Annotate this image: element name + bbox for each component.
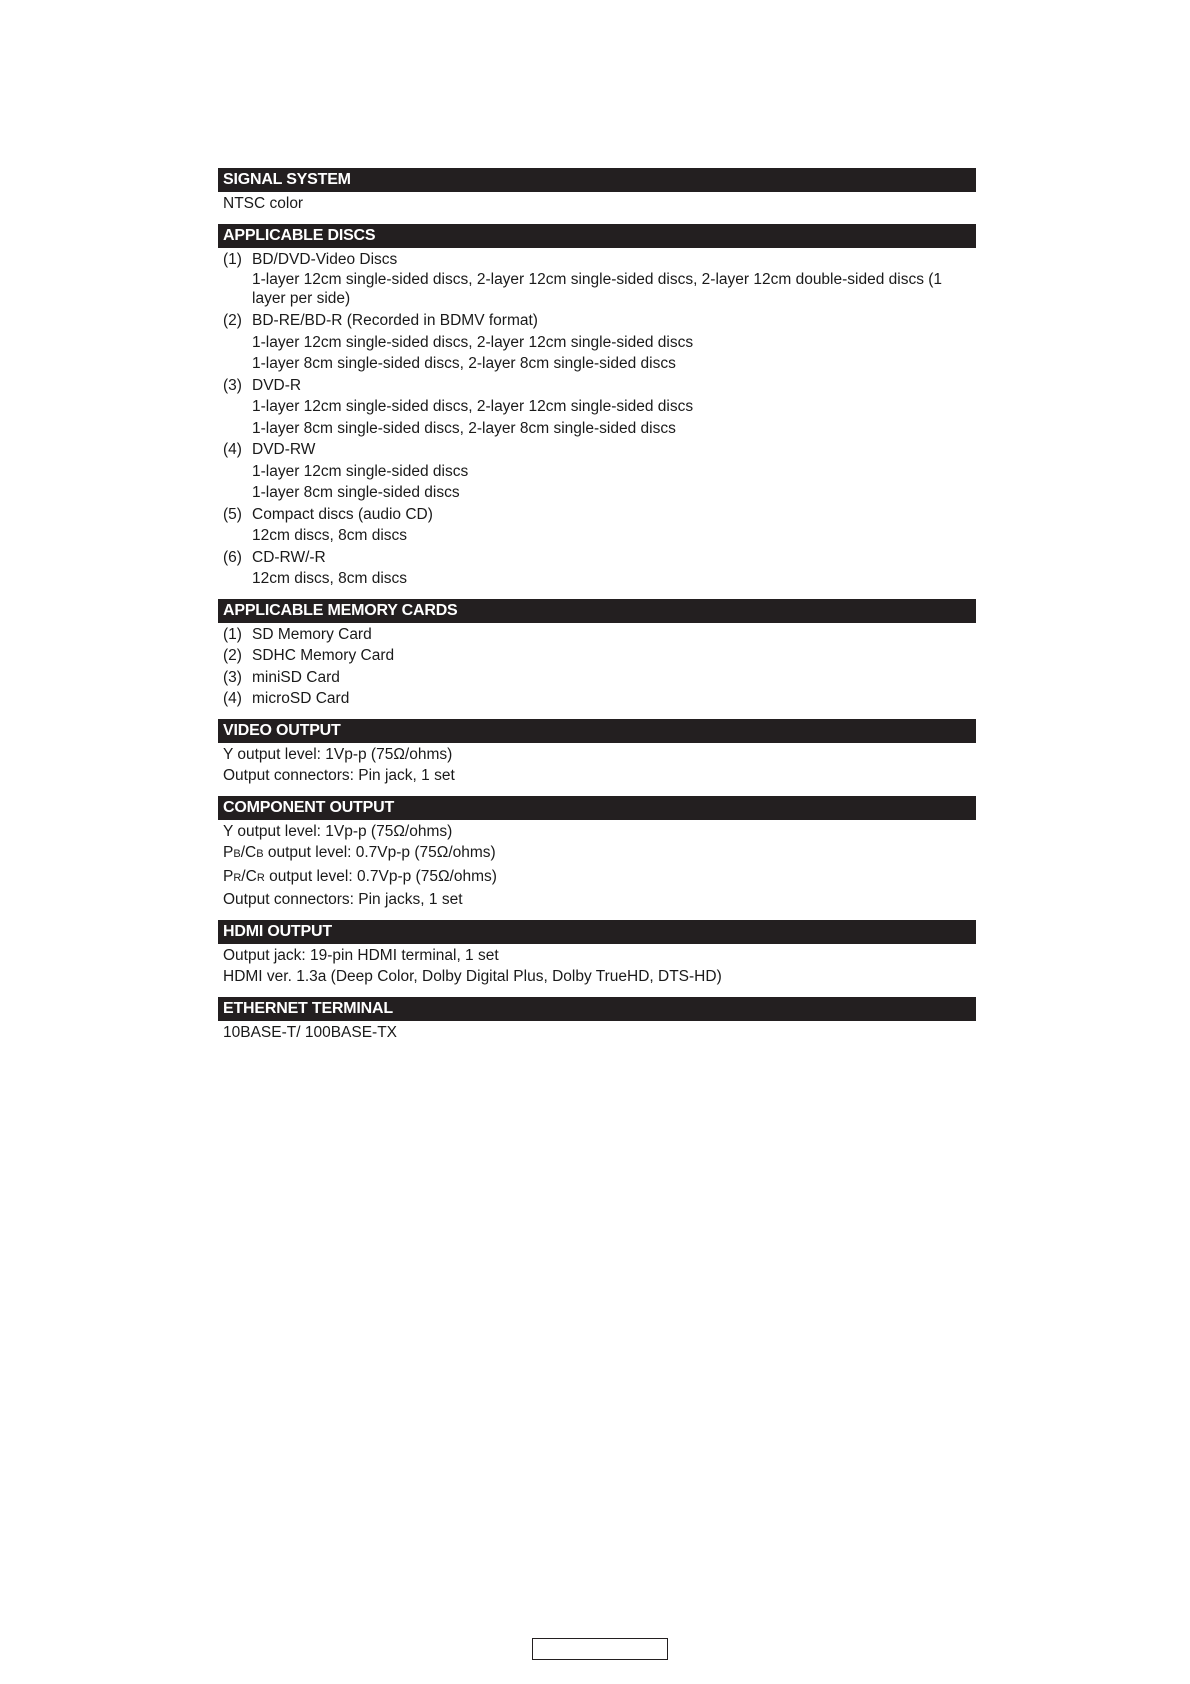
- spec-line-pr-cr: PR/CR output level: 0.7Vp-p (75Ω/ohms): [223, 867, 497, 885]
- item-number: (6): [223, 548, 242, 566]
- section-signal-system: [218, 168, 976, 215]
- item-label: Compact discs (audio CD): [252, 505, 433, 523]
- list-item: [223, 547, 976, 590]
- item-detail: 1-layer 8cm single-sided discs, 2-layer 8cm single-sided discs: [252, 419, 676, 437]
- pr-cr-level: output level: 0.7Vp-p (75Ω/ohms): [264, 867, 497, 885]
- item-label: BD-RE/BD-R (Recorded in BDMV format): [252, 312, 538, 329]
- spec-page: [218, 168, 976, 1052]
- pb-subscript: B: [233, 848, 241, 860]
- item-number: (2): [223, 647, 242, 664]
- item-number: (4): [223, 441, 242, 458]
- list-item: [223, 375, 976, 440]
- item-number: (5): [223, 505, 242, 523]
- section-header: APPLICABLE MEMORY CARDS: [218, 599, 976, 623]
- list-item: [223, 688, 976, 710]
- item-detail: 12cm discs, 8cm discs: [252, 570, 408, 587]
- item-detail: 1-layer 8cm single-sided discs: [252, 484, 460, 501]
- item-label: CD-RW/-R: [252, 548, 326, 566]
- section-applicable-discs: [218, 224, 976, 590]
- spec-line: Output connectors: Pin jack, 1 set: [223, 767, 455, 784]
- section-header: APPLICABLE DISCS: [218, 224, 976, 248]
- spec-line-pb-cb: PB/CB output level: 0.7Vp-p (75Ω/ohms): [223, 844, 496, 861]
- list-item: [223, 310, 976, 375]
- pb-letter: P: [223, 844, 234, 861]
- list-item: [223, 624, 976, 646]
- item-number: (3): [223, 376, 242, 394]
- list-item: [223, 667, 976, 689]
- cb-subscript: B: [256, 848, 264, 860]
- section-hdmi-output: [218, 920, 976, 988]
- pr-letter: P: [223, 867, 234, 885]
- spec-line: Y output level: 1Vp-p (75Ω/ohms): [223, 822, 453, 840]
- item-label: DVD-RW: [252, 441, 316, 458]
- cr-letter: C: [245, 867, 257, 885]
- list-item: [223, 504, 976, 547]
- section-header: SIGNAL SYSTEM: [218, 168, 976, 192]
- section-video-output: [218, 719, 976, 787]
- item-detail: 1-layer 12cm single-sided discs, 2-layer 12cm single-sided discs, 2-layer 12cm double-sided discs (1 layer per side): [252, 271, 943, 307]
- item-number: (1): [223, 250, 242, 268]
- spec-line: 10BASE-T/ 100BASE-TX: [223, 1023, 398, 1041]
- item-label: SDHC Memory Card: [252, 647, 395, 664]
- spec-line: NTSC color: [223, 195, 304, 212]
- spec-line: HDMI ver. 1.3a (Deep Color, Dolby Digital Plus, Dolby TrueHD, DTS-HD): [223, 968, 722, 985]
- item-detail: 12cm discs, 8cm discs: [252, 527, 408, 544]
- item-label: SD Memory Card: [252, 625, 372, 643]
- item-number: (4): [223, 690, 242, 707]
- item-label: miniSD Card: [252, 668, 340, 686]
- list-item: [223, 249, 976, 311]
- section-applicable-memory-cards: [218, 599, 976, 710]
- item-detail: 1-layer 12cm single-sided discs: [252, 462, 469, 480]
- section-component-output: [218, 796, 976, 911]
- list-item: [223, 439, 976, 504]
- item-label: DVD-R: [252, 376, 302, 394]
- list-item: [223, 645, 976, 667]
- pb-cb-level: output level: 0.7Vp-p (75Ω/ohms): [263, 844, 496, 861]
- spec-line: Output connectors: Pin jacks, 1 set: [223, 891, 463, 908]
- pr-subscript: R: [233, 871, 242, 884]
- cb-letter: C: [245, 844, 257, 861]
- item-detail: 1-layer 8cm single-sided discs, 2-layer 8cm single-sided discs: [252, 355, 676, 372]
- page-number-box: [532, 1638, 668, 1660]
- spec-line: Y output level: 1Vp-p (75Ω/ohms): [223, 745, 453, 763]
- section-header: VIDEO OUTPUT: [218, 719, 976, 743]
- item-number: (1): [223, 625, 242, 643]
- item-number: (2): [223, 312, 242, 329]
- cr-subscript: R: [256, 871, 265, 884]
- spec-line: Output jack: 19-pin HDMI terminal, 1 set: [223, 946, 499, 964]
- section-header: HDMI OUTPUT: [218, 920, 976, 944]
- item-label: BD/DVD-Video Discs: [252, 250, 398, 268]
- item-number: (3): [223, 668, 242, 686]
- section-header: COMPONENT OUTPUT: [218, 796, 976, 820]
- section-ethernet-terminal: [218, 997, 976, 1044]
- item-label: microSD Card: [252, 690, 350, 707]
- item-detail: 1-layer 12cm single-sided discs, 2-layer 12cm single-sided discs: [252, 333, 694, 351]
- item-detail: 1-layer 12cm single-sided discs, 2-layer 12cm single-sided discs: [252, 398, 694, 415]
- section-header: ETHERNET TERMINAL: [218, 997, 976, 1021]
